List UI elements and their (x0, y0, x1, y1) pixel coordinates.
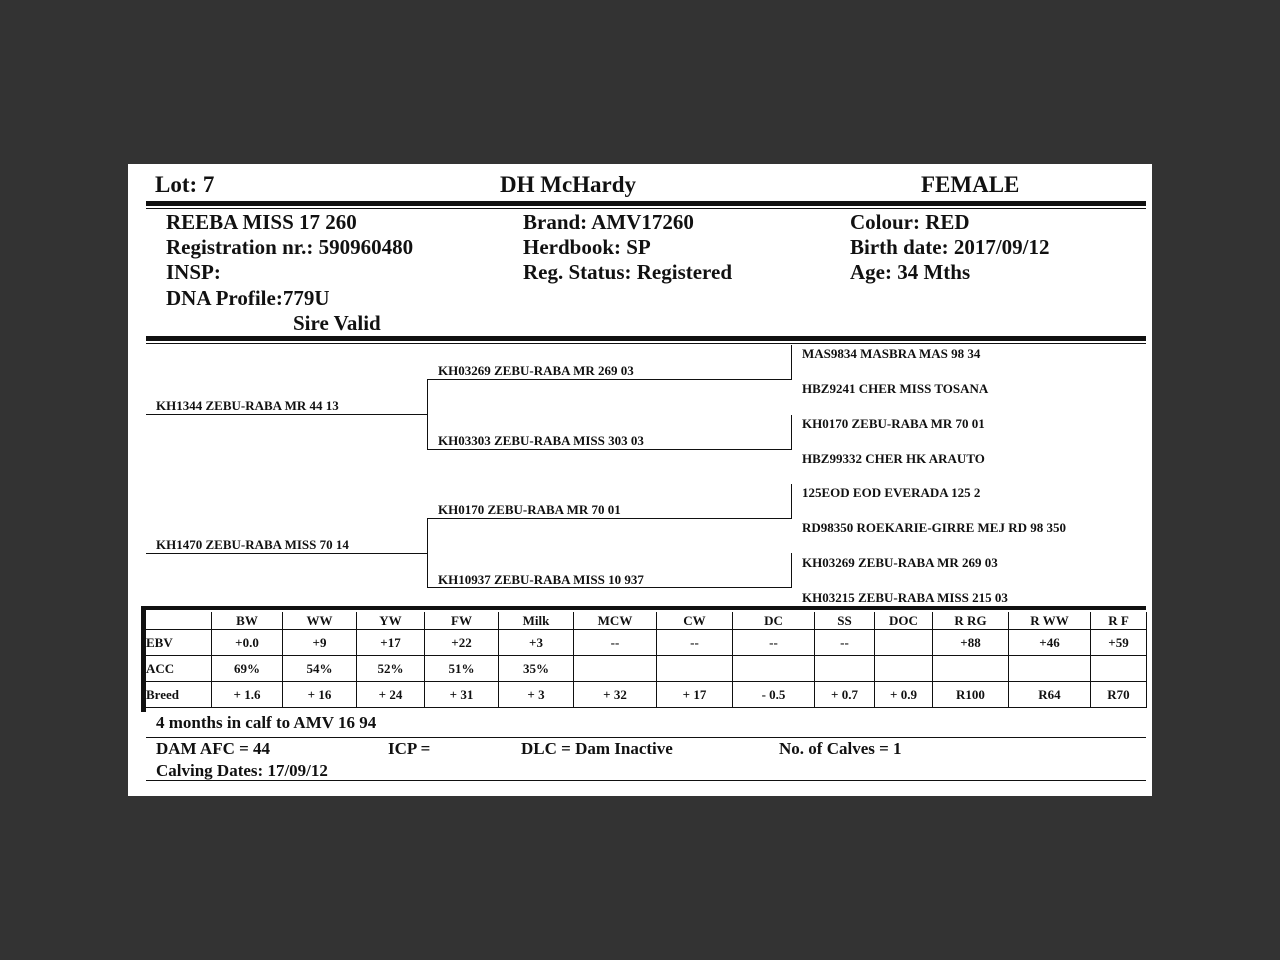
pedigree-sire-sire: KH03269 ZEBU-RABA MR 269 03 (438, 363, 634, 378)
pedigree-dam-dam: KH10937 ZEBU-RABA MISS 10 937 (438, 572, 644, 587)
table-cell (875, 656, 933, 682)
pedigree-line (427, 379, 792, 380)
pedigree-connector (791, 553, 792, 588)
table-cell: +22 (425, 630, 499, 656)
table-cell: +3 (499, 630, 574, 656)
insp-field: INSP: (166, 260, 221, 284)
table-cell: +46 (1009, 630, 1091, 656)
ebv-row-breed (142, 682, 1147, 708)
table-cell: + 3 (499, 682, 574, 708)
icp: ICP = (388, 739, 431, 758)
animal-name: REEBA MISS 17 260 (166, 210, 357, 234)
number-of-calves: No. of Calves = 1 (779, 739, 902, 758)
ebv-row-ebv (142, 630, 1147, 656)
table-cell: R100 (933, 682, 1009, 708)
table-cell: 35% (499, 656, 574, 682)
pedigree-line (146, 414, 428, 415)
ebv-header-cell: DC (733, 612, 815, 630)
dna-profile: DNA Profile:779U (166, 286, 330, 310)
dam-afc: DAM AFC = 44 (156, 739, 271, 758)
age: Age: 34 Mths (850, 260, 971, 284)
table-cell: +9 (283, 630, 357, 656)
pedigree-sire-dam: KH03303 ZEBU-RABA MISS 303 03 (438, 433, 644, 448)
table-cell: -- (815, 630, 875, 656)
table-cell (875, 630, 933, 656)
ebv-header-cell: CW (657, 612, 733, 630)
registration-status: Reg. Status: Registered (523, 260, 732, 284)
registration-number: Registration nr.: 590960480 (166, 235, 414, 259)
ebv-top-border (141, 606, 1146, 610)
ebv-header-cell: MCW (574, 612, 657, 630)
breeder-name: DH McHardy (500, 172, 637, 197)
pedigree-connector (427, 518, 428, 588)
table-cell: -- (657, 630, 733, 656)
pedigree-dam: KH1470 ZEBU-RABA MISS 70 14 (156, 537, 349, 552)
table-cell (574, 656, 657, 682)
table-cell: 54% (283, 656, 357, 682)
ebv-header-cell: DOC (875, 612, 933, 630)
pedigree-line (427, 587, 792, 588)
ebv-header-cell: Milk (499, 612, 574, 630)
calf-note: 4 months in calf to AMV 16 94 (156, 713, 377, 732)
pedigree-dam-sire: KH0170 ZEBU-RABA MR 70 01 (438, 502, 621, 517)
ebv-header-row (142, 612, 1147, 630)
ebv-header-cell: WW (283, 612, 357, 630)
pedigree-sire: KH1344 ZEBU-RABA MR 44 13 (156, 398, 339, 413)
pedigree-sss: MAS9834 MASBRA MAS 98 34 (802, 346, 981, 361)
pedigree-dss: 125EOD EOD EVERADA 125 2 (802, 485, 981, 500)
table-cell: - 0.5 (733, 682, 815, 708)
ebv-header-cell: R F (1091, 612, 1147, 630)
calving-dates: Calving Dates: 17/09/12 (156, 761, 328, 780)
table-cell (933, 656, 1009, 682)
ebv-table (141, 612, 1147, 708)
pedigree-dsd: RD98350 ROEKARIE-GIRRE MEJ RD 98 350 (802, 520, 1066, 535)
dlc: DLC = Dam Inactive (521, 739, 673, 758)
table-cell (1091, 656, 1147, 682)
table-cell (815, 656, 875, 682)
brand: Brand: AMV17260 (523, 210, 694, 234)
table-cell: + 24 (357, 682, 425, 708)
pedigree-connector (427, 379, 428, 450)
table-cell (733, 656, 815, 682)
table-cell (657, 656, 733, 682)
table-cell: + 32 (574, 682, 657, 708)
ebv-header-cell: YW (357, 612, 425, 630)
pedigree-line (427, 518, 792, 519)
table-cell: + 16 (283, 682, 357, 708)
sire-valid: Sire Valid (293, 311, 381, 335)
table-cell: +88 (933, 630, 1009, 656)
table-cell: +59 (1091, 630, 1147, 656)
pedigree-line (146, 553, 428, 554)
footer-bottom-line (146, 780, 1146, 781)
herdbook: Herdbook: SP (523, 235, 651, 259)
table-cell: + 0.7 (815, 682, 875, 708)
row-label: ACC (142, 656, 212, 682)
pedigree-connector (791, 345, 792, 380)
lot-number: Lot: 7 (155, 172, 215, 197)
birth-date: Birth date: 2017/09/12 (850, 235, 1050, 259)
table-cell: 69% (212, 656, 283, 682)
pedigree-ddd: KH03215 ZEBU-RABA MISS 215 03 (802, 590, 1008, 605)
header-divider-thick (146, 201, 1146, 206)
ebv-header-cell: FW (425, 612, 499, 630)
ebv-header-cell: R WW (1009, 612, 1091, 630)
ebv-header-cell (142, 612, 212, 630)
footer-divider (146, 737, 1146, 738)
table-cell: 51% (425, 656, 499, 682)
table-cell: R64 (1009, 682, 1091, 708)
table-cell: + 0.9 (875, 682, 933, 708)
info-divider-thin (146, 343, 1146, 344)
table-cell: +17 (357, 630, 425, 656)
table-cell: +0.0 (212, 630, 283, 656)
header-divider-thin (146, 208, 1146, 209)
row-label: Breed (142, 682, 212, 708)
pedigree-ssd: HBZ9241 CHER MISS TOSANA (802, 381, 989, 396)
info-divider-thick (146, 336, 1146, 341)
ebv-header-cell: R RG (933, 612, 1009, 630)
table-cell: -- (574, 630, 657, 656)
row-label: EBV (142, 630, 212, 656)
pedigree-sdd: HBZ99332 CHER HK ARAUTO (802, 451, 985, 466)
pedigree-sds: KH0170 ZEBU-RABA MR 70 01 (802, 416, 985, 431)
ebv-header-cell: SS (815, 612, 875, 630)
ebv-row-acc (142, 656, 1147, 682)
pedigree-dds: KH03269 ZEBU-RABA MR 269 03 (802, 555, 998, 570)
pedigree-connector (791, 484, 792, 519)
pedigree-connector (791, 415, 792, 450)
colour: Colour: RED (850, 210, 970, 234)
table-cell: 52% (357, 656, 425, 682)
table-cell: -- (733, 630, 815, 656)
animal-lot-card (128, 164, 1152, 796)
animal-sex: FEMALE (921, 172, 1020, 197)
table-cell: + 31 (425, 682, 499, 708)
table-cell: + 17 (657, 682, 733, 708)
ebv-header-cell: BW (212, 612, 283, 630)
table-cell (1009, 656, 1091, 682)
pedigree-line (427, 449, 792, 450)
table-cell: + 1.6 (212, 682, 283, 708)
table-cell: R70 (1091, 682, 1147, 708)
